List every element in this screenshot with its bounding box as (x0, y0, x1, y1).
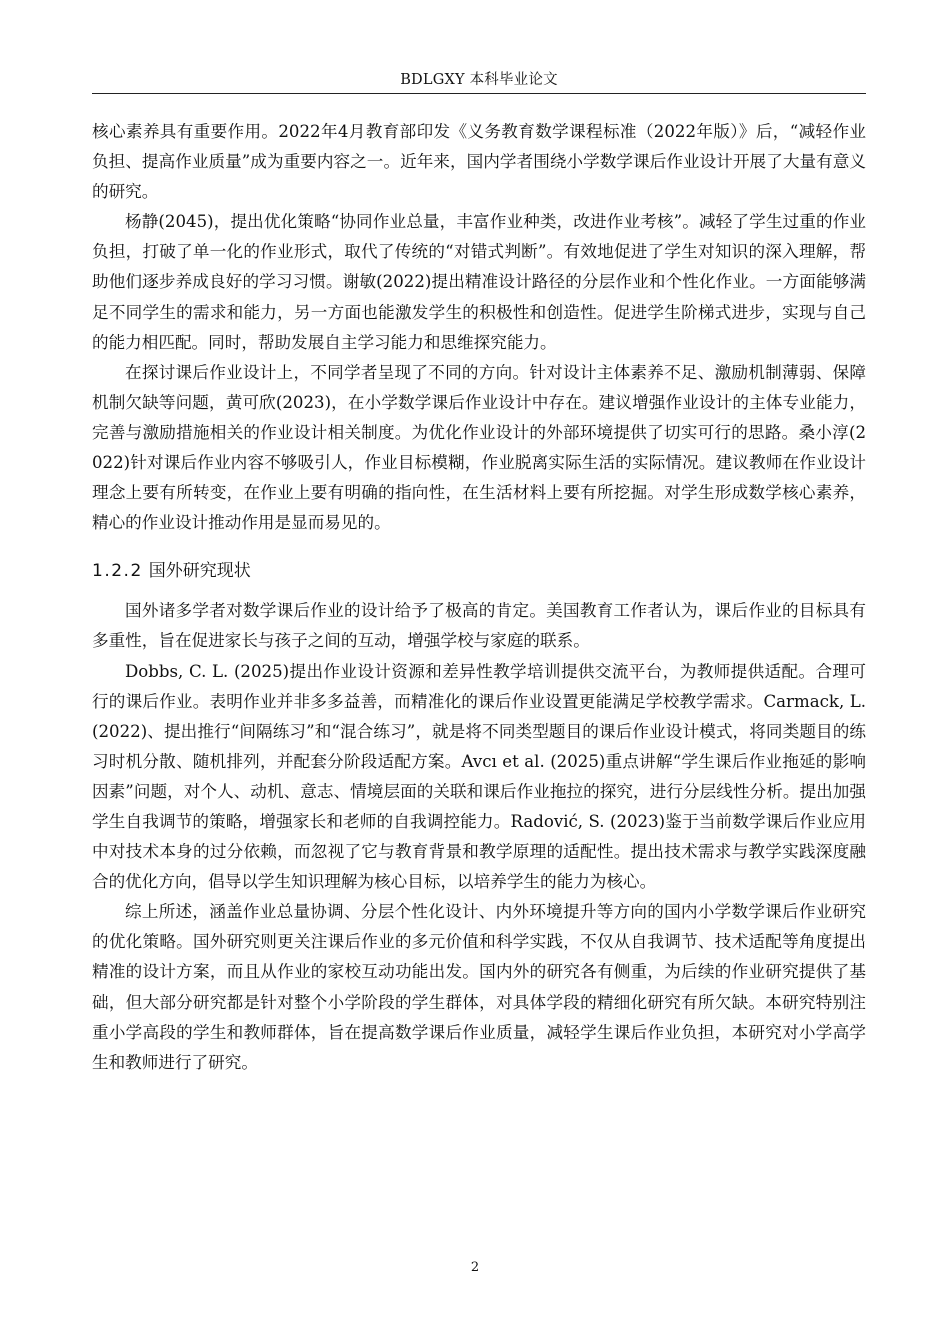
header-divider (92, 93, 866, 94)
section-number: 1.2.2 (92, 561, 143, 582)
section-title: 国外研究现状 (148, 561, 251, 582)
paragraph-summary: 综上所述，涵盖作业总量协调、分层个性化设计、内外环境提升等方向的国内小学数学课后作业研究的优化策略。国外研究则更关注课后作业的多元价值和科学实践，不仅从自我调节、技术适配等角度提出精准的设计方案，而且从作业的家校互动功能出发。国内外的研究各有侧重，为后续的作业研究提供了基础，但大部分研究都是针对整个小学阶段的学生群体，对具体学段的精细化研究有所欠缺。本研究特别注重小学高段的学生和教师群体，旨在提高数学课后作业质量，减轻学生课后作业负担，本研究对小学高学生和教师进行了研究。 (92, 902, 866, 1072)
paragraph-foreign-studies: Dobbs, C. L. (2025)提出作业设计资源和差异性教学培训提供交流平台，为教师提供适配。合理可行的课后作业。表明作业并非多多益善，而精准化的课后作业设置更能满足学校教学需求。Carmack, L. (2022)、提出推行“间隔练习”和“混合练习”，就是将不同类型题目的课后作业设计模式，将同类题目的练习时机分散、随机排列，并配套分阶段适配方案。Avcı et al. (2025)重点讲解“学生课后作业拖延的影响因素”问题，对个人、动机、意志、情境层面的关联和课后作业拖拉的探究，进行分层线性分析。提出加强学生自我调节的策略，增强家长和老师的自我调控能力。Radović, S. (2023)鉴于当前数学课后作业应用中对技术本身的过分依赖，而忽视了它与教育背景和教学原理的适配性。提出技术需求与教学实践深度融合的优化方向，倡导以学生知识理解为核心目标，以培养学生的能力为核心。 (92, 661, 866, 892)
running-header: BDLGXY 本科毕业论文 (400, 72, 558, 88)
paragraph-foreign-intro: 国外诸多学者对数学课后作业的设计给予了极高的肯定。美国教育工作者认为，课后作业的目标具有多重性，旨在促进家长与孩子之间的互动，增强学校与家庭的联系。 (92, 601, 866, 651)
paragraph-domestic-discussion: 在探讨课后作业设计上，不同学者呈现了不同的方向。针对设计主体素养不足、激励机制薄弱、保障机制欠缺等问题，黄可欣(2023)，在小学数学课后作业设计中存在。建议增强作业设计的主体专业能力，完善与激励措施相关的作业设计相关制度。为优化作业设计的外部环境提供了切实可行的思路。桑小淳(2022)针对课后作业内容不够吸引人，作业目标模糊，作业脱离实际生活的实际情况。建议教师在作业设计理念上要有所转变，在作业上要有明确的指向性，在生活材料上要有所挖掘。对学生形成数学核心素养，精心的作业设计推动作用是显而易见的。 (92, 362, 866, 533)
section-heading (92, 558, 866, 584)
document-body (92, 117, 866, 1078)
paragraph-yang-jing: 杨静(2045)，提出优化策略“协同作业总量，丰富作业种类，改进作业考核”。减轻了学生过重的作业负担，打破了单一化的作业形式，取代了传统的“对错式判断”。有效地促进了学生对知识的深入理解，帮助他们逐步养成良好的学习习惯。谢敏(2022)提出精准设计路径的分层作业和个性化作业。一方面能够满足不同学生的需求和能力，另一方面也能激发学生的积极性和创造性。促进学生阶梯式进步，实现与自己的能力相匹配。同时，帮助发展自主学习能力和思维探究能力。 (92, 212, 866, 352)
paragraph-continuation: 核心素养具有重要作用。2022年4月教育部印发《义务教育数学课程标准（2022年版）》后，“减轻作业负担、提高作业质量”成为重要内容之一。近年来，国内学者围绕小学数学课后作业设计开展了大量有意义的研究。 (92, 122, 866, 202)
page-number: 2 (470, 1260, 480, 1275)
